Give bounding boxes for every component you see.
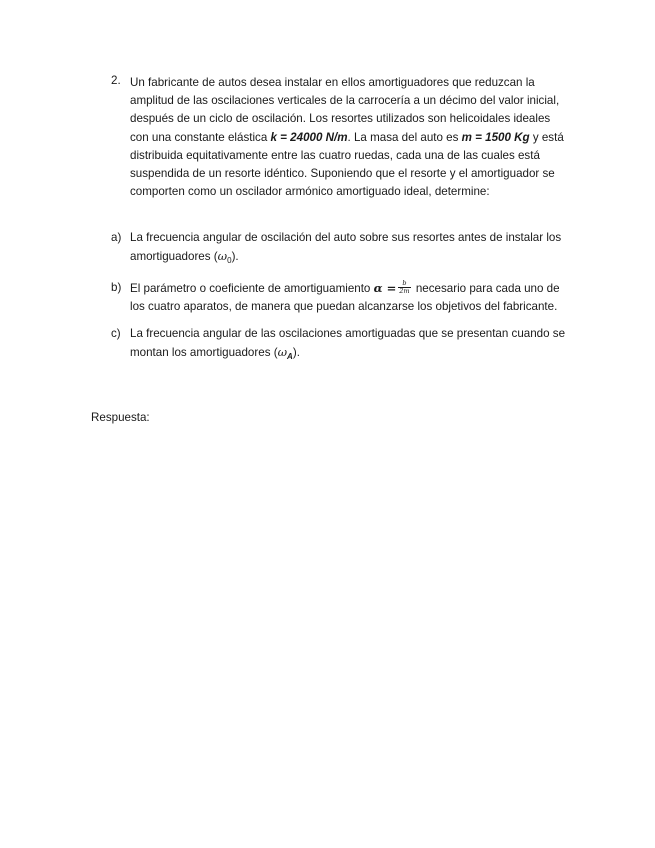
problem-text-part-1: Un fabricante de autos desea instalar en ellos amortiguadores que reduzcan la amplitud de las oscilaciones verticales de la carrocería a un décimo del valor inicial, después de un ciclo de oscilación. Los resortes utilizados son helicoidales ideales con una constante elástica — [130, 76, 560, 144]
car-mass: m = 1500 Kg — [461, 130, 530, 144]
sub-questions-list — [111, 229, 571, 375]
alpha-symbol: α = — [373, 280, 397, 295]
spring-constant: k = 24000 N/m — [270, 130, 348, 144]
damping-fraction — [398, 280, 410, 295]
item-text: La frecuencia angular de las oscilaciones amortiguadas que se presentan cuando se montan los amortiguadores $(\omega_A)$. — [130, 326, 566, 362]
omega-subscript: 0 — [227, 256, 232, 266]
omega-subscript: A — [287, 352, 293, 362]
omega-symbol: ω — [217, 249, 228, 264]
list-item-a — [111, 229, 571, 270]
problem-number: 2. — [111, 74, 121, 87]
list-item-b — [111, 279, 571, 316]
item-letter: a) — [111, 231, 122, 244]
fraction-denominator: 2m — [399, 287, 410, 296]
list-item-c — [111, 325, 571, 366]
problem-text — [130, 74, 571, 201]
answer-label: Respuesta: — [91, 411, 150, 424]
item-text: El parámetro o coeficiente de amortiguamiento α = $\frac{b}{2m}$ necesario para cada uno de los cuatro aparatos, de manera que puedan alcanzarse los objetivos del fabricante. — [130, 279, 560, 314]
fraction-numerator: b — [398, 280, 410, 288]
item-letter: c) — [111, 326, 121, 340]
item-text: La frecuencia angular de oscilación del auto sobre sus resortes antes de instalar los amortiguadores $(\omega_0)$. — [130, 231, 562, 266]
problem-text-part-2: . La masa del auto es — [347, 130, 462, 144]
problem-statement — [111, 74, 571, 201]
problem-text-part-3: y está distribuida equitativamente entre las cuatro ruedas, cada una de las cuales está suspendida de un resorte idéntico. Suponiendo que el resorte y el amortiguador se comporten como un oscilador armónico amortiguado ideal, determine: — [130, 130, 564, 199]
omega-symbol: ω — [277, 345, 288, 360]
item-letter: b) — [111, 280, 122, 294]
